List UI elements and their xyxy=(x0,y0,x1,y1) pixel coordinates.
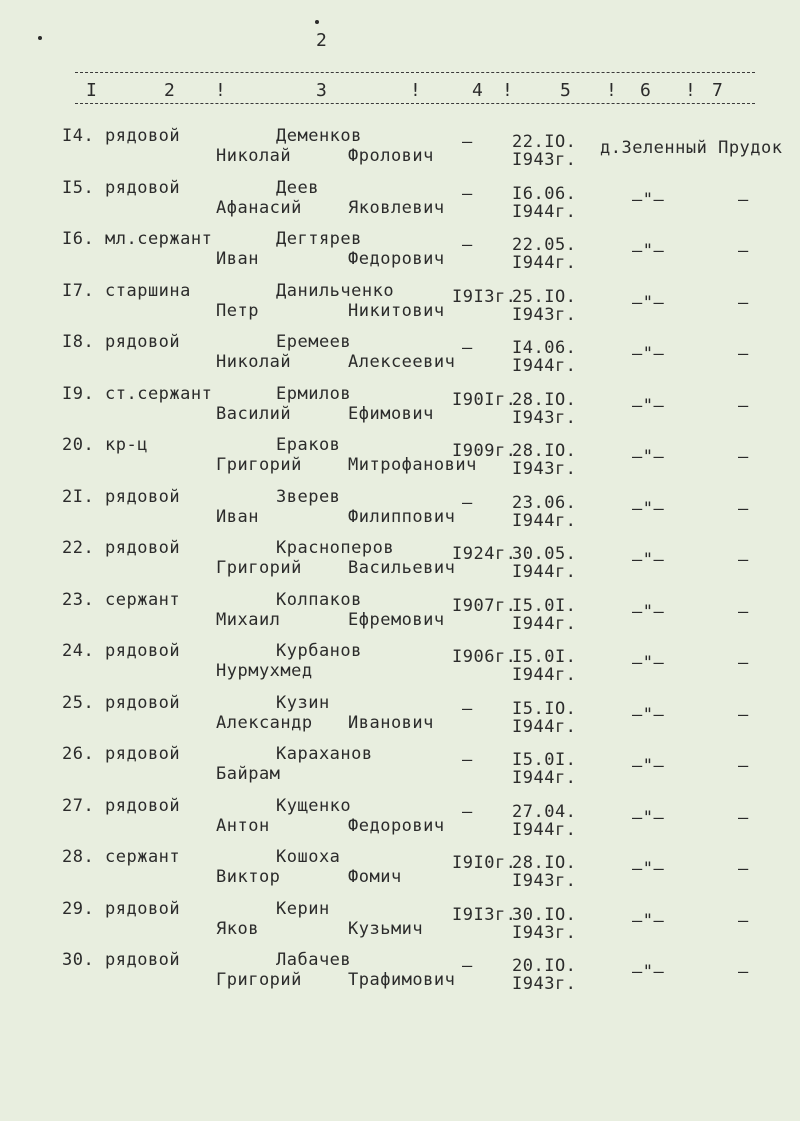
col-sep: ! xyxy=(410,80,421,101)
date-day-month: 30.IO. xyxy=(512,904,577,925)
column-header xyxy=(0,80,800,104)
rank: рядовой xyxy=(105,692,181,713)
rank: кр-ц xyxy=(105,435,148,455)
burial-place: –"– xyxy=(632,550,665,570)
col-sep: ! xyxy=(502,80,513,101)
date-day-month: 30.05. xyxy=(512,544,577,564)
first-name: Михаил xyxy=(216,609,281,630)
date-year: I944г. xyxy=(512,819,577,840)
first-name: Афанасий xyxy=(216,197,302,218)
first-name: Иван xyxy=(216,506,259,527)
col7-value: – xyxy=(738,653,749,673)
ink-dot xyxy=(315,20,319,24)
date-year: I943г. xyxy=(512,150,577,170)
patronymic: Федорович xyxy=(348,249,445,269)
date-year: I944г. xyxy=(512,716,577,737)
birth-year: – xyxy=(462,235,473,255)
table-row xyxy=(0,847,800,897)
row-number: I8. xyxy=(62,332,95,352)
row-number: I9. xyxy=(62,383,95,404)
surname: Керин xyxy=(276,898,330,919)
rank: рядовой xyxy=(105,332,181,352)
surname: Еремеев xyxy=(276,332,352,352)
date-year: I943г. xyxy=(512,459,577,479)
birth-year: I9I3г. xyxy=(452,904,517,925)
row-number: 27. xyxy=(62,795,95,816)
col7-value: – xyxy=(738,189,749,210)
first-name: Николай xyxy=(216,146,292,166)
date-day-month: 28.IO. xyxy=(512,441,577,461)
rank: рядовой xyxy=(105,486,181,507)
birth-year: I9I0г. xyxy=(452,853,517,873)
patronymic: Никитович xyxy=(348,300,445,321)
surname: Лабачев xyxy=(276,950,352,970)
burial-place: –"– xyxy=(632,498,665,519)
burial-place: –"– xyxy=(632,704,665,725)
patronymic: Алексеевич xyxy=(348,352,456,372)
col-sep: ! xyxy=(606,80,617,101)
col7-value: – xyxy=(738,344,749,364)
date-day-month: 25.IO. xyxy=(512,286,577,307)
birth-year: I924г. xyxy=(452,544,517,564)
birth-year: – xyxy=(462,492,473,513)
row-number: 30. xyxy=(62,950,95,970)
burial-place: –"– xyxy=(632,189,665,210)
row-number: I4. xyxy=(62,126,95,146)
patronymic: Трафимович xyxy=(348,970,456,990)
header-rule-top xyxy=(75,72,755,73)
birth-year: I907г. xyxy=(452,595,517,616)
surname: Караханов xyxy=(276,744,373,764)
col-header-4: 4 xyxy=(472,80,483,101)
col7-value: – xyxy=(738,910,749,931)
row-number: 25. xyxy=(62,692,95,713)
birth-year: I9I3г. xyxy=(452,286,517,307)
row-number: 23. xyxy=(62,589,95,610)
surname: Ермилов xyxy=(276,383,352,404)
row-number: I5. xyxy=(62,177,95,198)
row-number: 26. xyxy=(62,744,95,764)
date-day-month: 22.IO. xyxy=(512,132,577,152)
col7-value: – xyxy=(738,962,749,982)
col-header-3: 3 xyxy=(316,80,327,101)
col7-value: – xyxy=(738,447,749,467)
patronymic: Ефимович xyxy=(348,403,434,424)
surname: Деменков xyxy=(276,126,362,146)
table-row xyxy=(0,899,800,949)
birth-year: I90Iг. xyxy=(452,389,517,410)
surname: Красноперов xyxy=(276,538,395,558)
date-day-month: I5.0I. xyxy=(512,647,577,667)
rank: рядовой xyxy=(105,538,181,558)
surname: Ераков xyxy=(276,435,341,455)
date-year: I944г. xyxy=(512,356,577,376)
col7-value: – xyxy=(738,550,749,570)
col7-value: – xyxy=(738,807,749,828)
surname: Кошоха xyxy=(276,847,341,867)
row-number: I7. xyxy=(62,280,95,301)
date-year: I943г. xyxy=(512,304,577,325)
birth-year: I909г. xyxy=(452,441,517,461)
table-row xyxy=(0,178,800,228)
date-day-month: I5.0I. xyxy=(512,595,577,616)
birth-year: – xyxy=(462,750,473,770)
burial-place: –"– xyxy=(632,601,665,622)
row-number: 20. xyxy=(62,435,95,455)
first-name: Петр xyxy=(216,300,259,321)
burial-place: –"– xyxy=(632,910,665,931)
patronymic: Иванович xyxy=(348,712,434,733)
table-row xyxy=(0,332,800,382)
row-number: 24. xyxy=(62,641,95,661)
date-year: I943г. xyxy=(512,871,577,891)
burial-place: д.Зеленный Прудок xyxy=(600,138,783,158)
burial-place: –"– xyxy=(632,447,665,467)
table-row xyxy=(0,384,800,434)
date-year: I943г. xyxy=(512,974,577,994)
first-name: Антон xyxy=(216,815,270,836)
date-day-month: I5.IO. xyxy=(512,698,577,719)
table-row xyxy=(0,487,800,537)
birth-year: – xyxy=(462,183,473,204)
burial-place: –"– xyxy=(632,395,665,416)
patronymic: Федорович xyxy=(348,815,445,836)
table-row xyxy=(0,281,800,331)
ink-dot xyxy=(38,36,42,40)
date-day-month: I4.06. xyxy=(512,338,577,358)
table-row xyxy=(0,693,800,743)
first-name: Иван xyxy=(216,249,259,269)
surname: Данильченко xyxy=(276,280,395,301)
rank: рядовой xyxy=(105,744,181,764)
rank: рядовой xyxy=(105,126,181,146)
date-day-month: 27.04. xyxy=(512,801,577,822)
birth-year: – xyxy=(462,698,473,719)
header-rule-bottom xyxy=(75,103,755,104)
date-year: I944г. xyxy=(512,562,577,582)
surname: Деев xyxy=(276,177,319,198)
rank: мл.сержант xyxy=(105,229,213,249)
table-row xyxy=(0,744,800,794)
date-day-month: 20.IO. xyxy=(512,956,577,976)
birth-year: – xyxy=(462,801,473,822)
first-name: Григорий xyxy=(216,970,302,990)
date-day-month: I5.0I. xyxy=(512,750,577,770)
date-year: I943г. xyxy=(512,407,577,428)
col7-value: – xyxy=(738,292,749,313)
col7-value: – xyxy=(738,601,749,622)
date-day-month: 28.IO. xyxy=(512,389,577,410)
table-row xyxy=(0,126,800,176)
rank: рядовой xyxy=(105,795,181,816)
birth-year: I906г. xyxy=(452,647,517,667)
row-number: 29. xyxy=(62,898,95,919)
first-name: Александр xyxy=(216,712,313,733)
surname: Дегтярев xyxy=(276,229,362,249)
date-year: I943г. xyxy=(512,922,577,943)
date-year: I944г. xyxy=(512,613,577,634)
rank: рядовой xyxy=(105,950,181,970)
table-row xyxy=(0,435,800,485)
date-day-month: 28.IO. xyxy=(512,853,577,873)
patronymic: Фомич xyxy=(348,867,402,887)
surname: Колпаков xyxy=(276,589,362,610)
table-row xyxy=(0,950,800,1000)
row-number: 22. xyxy=(62,538,95,558)
first-name: Григорий xyxy=(216,455,302,475)
rank: сержант xyxy=(105,589,181,610)
first-name: Нурмухмед xyxy=(216,661,313,681)
date-day-month: 23.06. xyxy=(512,492,577,513)
date-day-month: 22.05. xyxy=(512,235,577,255)
surname: Курбанов xyxy=(276,641,362,661)
rank: старшина xyxy=(105,280,191,301)
first-name: Виктор xyxy=(216,867,281,887)
col-sep: ! xyxy=(685,80,696,101)
patronymic: Яковлевич xyxy=(348,197,445,218)
patronymic: Филиппович xyxy=(348,506,456,527)
burial-place: –"– xyxy=(632,292,665,313)
burial-place: –"– xyxy=(632,962,665,982)
burial-place: –"– xyxy=(632,241,665,261)
rank: рядовой xyxy=(105,177,181,198)
col7-value: – xyxy=(738,756,749,776)
table-row xyxy=(0,641,800,691)
surname: Кузин xyxy=(276,692,330,713)
rank: сержант xyxy=(105,847,181,867)
col-header-7: 7 xyxy=(712,80,723,101)
row-number: 2I. xyxy=(62,486,95,507)
first-name: Яков xyxy=(216,918,259,939)
first-name: Василий xyxy=(216,403,292,424)
burial-place: –"– xyxy=(632,807,665,828)
surname: Зверев xyxy=(276,486,341,507)
patronymic: Фролович xyxy=(348,146,434,166)
table-row xyxy=(0,796,800,846)
row-number: 28. xyxy=(62,847,95,867)
first-name: Григорий xyxy=(216,558,302,578)
birth-year: – xyxy=(462,956,473,976)
patronymic: Митрофанович xyxy=(348,455,477,475)
table-row xyxy=(0,538,800,588)
row-number: I6. xyxy=(62,229,95,249)
patronymic: Ефремович xyxy=(348,609,445,630)
burial-place: –"– xyxy=(632,756,665,776)
patronymic: Васильевич xyxy=(348,558,456,578)
col-header-5: 5 xyxy=(560,80,571,101)
col-sep: ! xyxy=(215,80,226,101)
burial-place: –"– xyxy=(632,344,665,364)
col-header-2: 2 xyxy=(164,80,175,101)
col7-value: – xyxy=(738,395,749,416)
first-name: Байрам xyxy=(216,764,281,784)
col-header-6: 6 xyxy=(640,80,651,101)
rank: рядовой xyxy=(105,641,181,661)
patronymic: Кузьмич xyxy=(348,918,424,939)
date-year: I944г. xyxy=(512,253,577,273)
col7-value: – xyxy=(738,704,749,725)
page-number: 2 xyxy=(316,30,327,51)
burial-place: –"– xyxy=(632,653,665,673)
col7-value: – xyxy=(738,859,749,879)
birth-year: – xyxy=(462,338,473,358)
first-name: Николай xyxy=(216,352,292,372)
rank: рядовой xyxy=(105,898,181,919)
date-day-month: I6.06. xyxy=(512,183,577,204)
date-year: I944г. xyxy=(512,665,577,685)
date-year: I944г. xyxy=(512,201,577,222)
burial-place: –"– xyxy=(632,859,665,879)
table-row xyxy=(0,229,800,279)
table-row xyxy=(0,590,800,640)
col7-value: – xyxy=(738,241,749,261)
col7-value: – xyxy=(738,498,749,519)
col-header-1: I xyxy=(86,80,97,101)
surname: Кущенко xyxy=(276,795,352,816)
rank: ст.сержант xyxy=(105,383,213,404)
date-year: I944г. xyxy=(512,768,577,788)
birth-year: – xyxy=(462,132,473,152)
date-year: I944г. xyxy=(512,510,577,531)
